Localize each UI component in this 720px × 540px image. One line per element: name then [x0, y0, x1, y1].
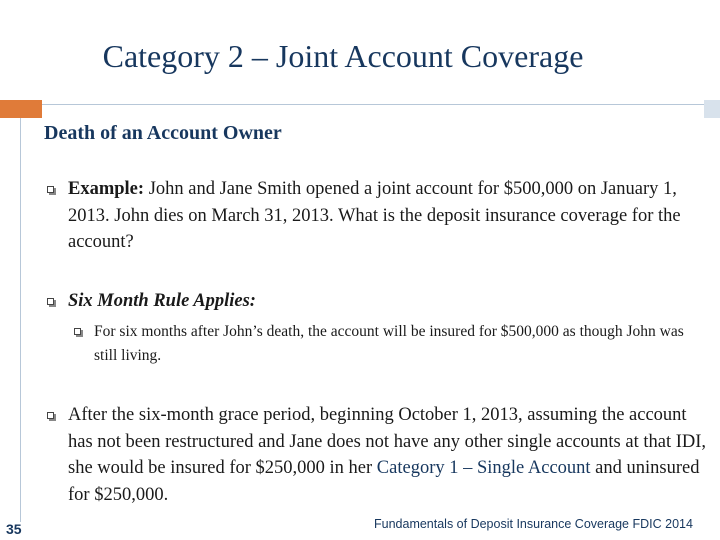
bullet-example-text [68, 176, 708, 256]
square-bullet-icon [74, 328, 81, 335]
divider-end-block [704, 100, 720, 118]
bullet-after-grace-text-after: and uninsured for $250,000. [68, 458, 700, 505]
slide-title: Category 2 – Joint Account Coverage [102, 38, 584, 74]
bullet-six-month-rule: Six Month Rule Applies: [68, 291, 256, 311]
bullet-example-body: John and Jane Smith opened a joint account for $500,000 on January 1, 2013. John dies on March 31, 2013. What is the deposit insurance coverage for the account? [68, 179, 681, 252]
square-bullet-icon [47, 298, 54, 305]
bullet-after-grace-period [68, 402, 708, 508]
footer-text: Fundamentals of Deposit Insurance Coverage FDIC 2014 [374, 517, 693, 531]
accent-bar [0, 100, 42, 118]
sub-bullet-six-month-detail: For six months after John’s death, the account will be insured for $500,000 as though John was still living. [94, 323, 684, 364]
category-1-single-account-link[interactable]: Category 1 – Single Account [376, 458, 591, 478]
slide-subtitle: Death of an Account Owner [44, 122, 282, 144]
square-bullet-icon [47, 186, 54, 193]
square-bullet-icon [47, 412, 54, 419]
bullet-example [68, 176, 708, 256]
bullet-example-lead: Example: [68, 179, 145, 199]
title-divider [42, 104, 704, 105]
left-margin-line [20, 118, 21, 522]
bullet-after-grace-text-before: After the six-month grace period, beginning October 1, 2013, assuming the account has not been restructured and Jane does not have any other single accounts at that IDI, she would be insured for $250,000 in her [68, 405, 707, 478]
page-number: 35 [6, 521, 22, 537]
